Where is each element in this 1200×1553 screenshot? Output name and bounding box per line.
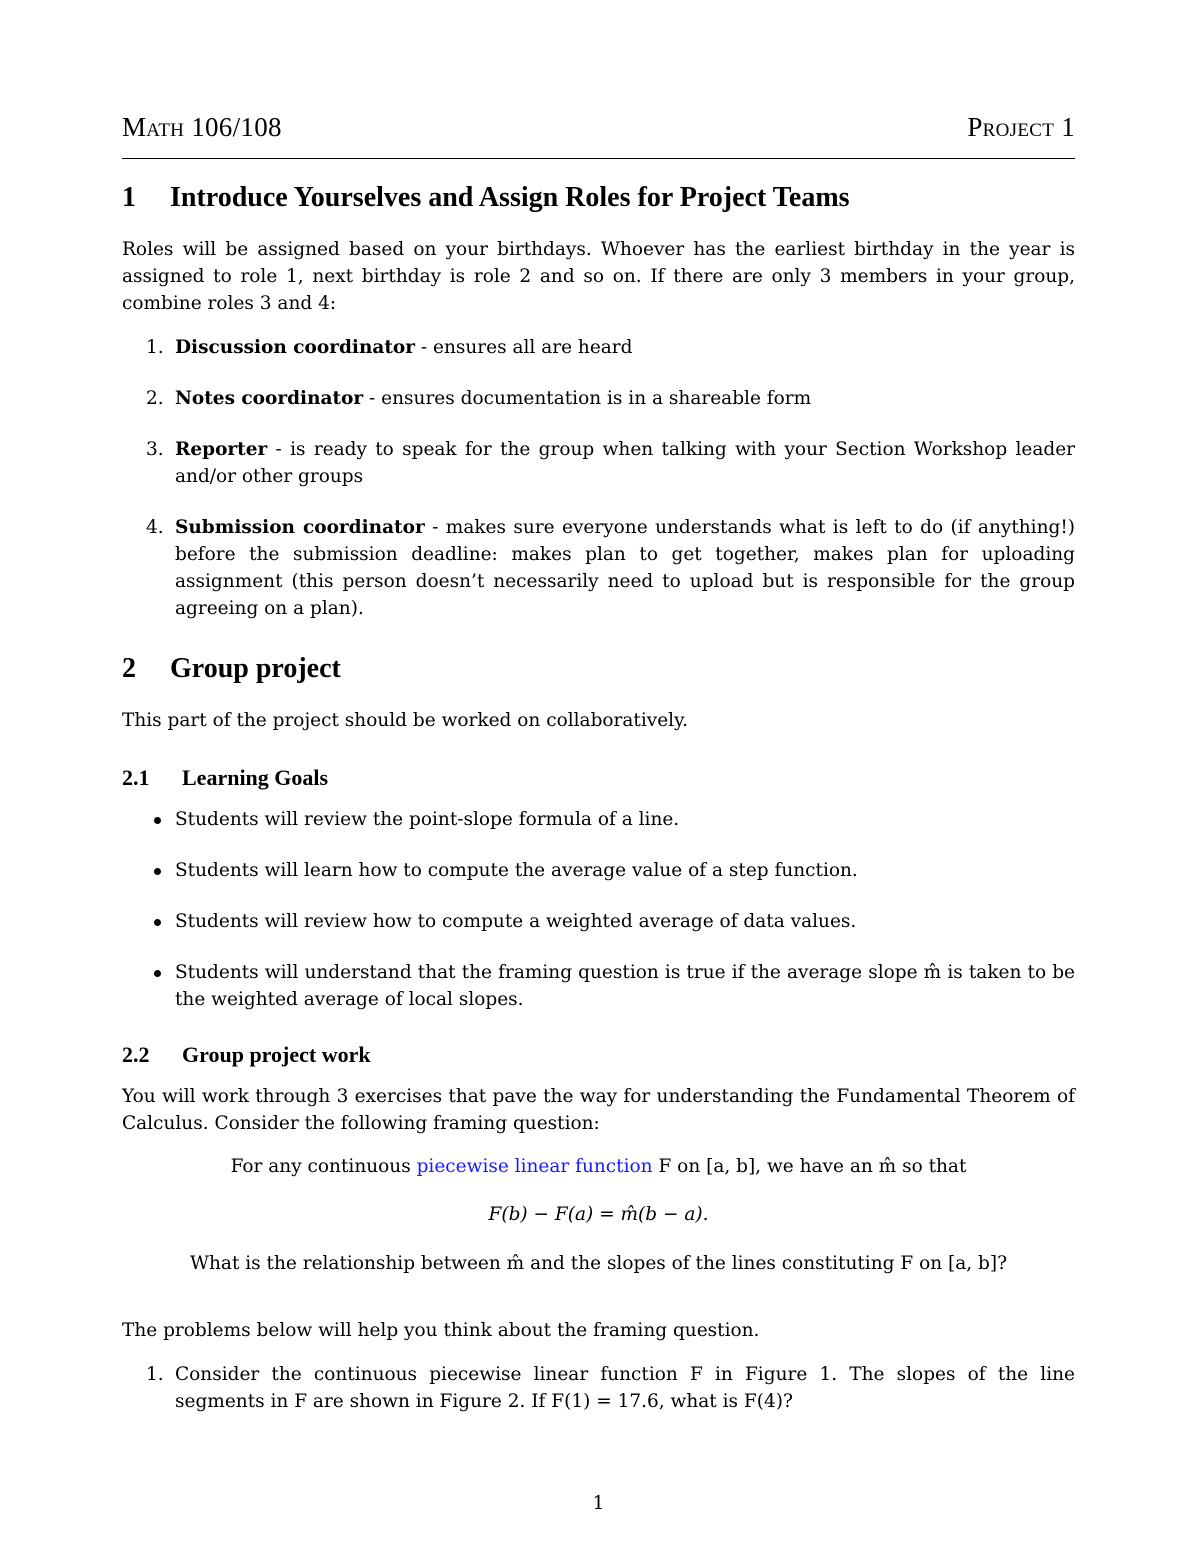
role-description: - ensures documentation is in a shareable form (363, 388, 812, 409)
roles-list (122, 334, 1075, 622)
subsection-number: 2.1 (122, 765, 150, 790)
page-number: 1 (592, 1493, 605, 1514)
list-item (122, 908, 1075, 935)
section-1-heading (122, 184, 850, 211)
framing-text: F on [a, b], we have an m̂ so that (652, 1156, 967, 1177)
bullet-icon (154, 868, 161, 875)
subsection-2-1-heading (122, 764, 328, 791)
problems-intro: The problems below will help you think about the framing question. (122, 1320, 760, 1341)
bullet-icon (154, 970, 161, 977)
section-1-intro: Roles will be assigned based on your birthdays. Whoever has the earliest birthday in the year is assigned to role 1, next birthday is role 2 and so on. If there are only 3 members in your group, combine roles 3 and 4: (122, 239, 1075, 314)
list-item (122, 959, 1075, 1013)
list-item (122, 436, 1075, 490)
subsection-title: Group project work (182, 1042, 371, 1067)
role-name: Reporter (175, 439, 268, 460)
section-2-intro: This part of the project should be worked on collaboratively. (122, 710, 688, 731)
section-number: 1 (122, 182, 136, 213)
list-item (122, 334, 1075, 361)
project-title: Project 1 (967, 112, 1075, 142)
learning-goals-list (122, 806, 1075, 1013)
course-title: Math 106/108 (122, 112, 282, 142)
list-item (122, 857, 1075, 884)
list-marker: 1. (146, 337, 164, 358)
list-marker: 2. (146, 388, 164, 409)
section-2-2-intro: You will work through 3 exercises that pave the way for understanding the Fundamental Theorem of Calculus. Consider the following framing question: (122, 1086, 1075, 1134)
page-header (122, 112, 1075, 159)
list-marker: 3. (146, 439, 164, 460)
list-item (122, 1361, 1075, 1415)
section-2-heading (122, 655, 341, 682)
subsection-title: Learning Goals (182, 765, 329, 790)
section-title: Group project (170, 653, 341, 684)
list-item (122, 806, 1075, 833)
subsection-2-2-heading (122, 1041, 371, 1068)
framing-text: For any continuous (230, 1156, 417, 1177)
framing-statement (122, 1153, 1075, 1180)
problem-text: Consider the continuous piecewise linear function F in Figure 1. The slopes of the line segments in F are shown in Figure 2. If F(1) = 17.6, what is F(4)? (175, 1364, 1075, 1412)
bullet-icon (154, 817, 161, 824)
role-description: - is ready to speak for the group when talking with your Section Workshop leader and/or other groups (175, 439, 1075, 487)
list-item (122, 514, 1075, 622)
list-marker: 4. (146, 517, 164, 538)
goal-text: Students will learn how to compute the average value of a step function. (175, 860, 858, 881)
problems-list (122, 1361, 1075, 1415)
list-item (122, 385, 1075, 412)
section-title: Introduce Yourselves and Assign Roles for Project Teams (170, 182, 850, 213)
framing-equation: F(b) − F(a) = m̂(b − a). (488, 1204, 709, 1225)
goal-text: Students will review the point-slope formula of a line. (175, 809, 680, 830)
goal-text: Students will review how to compute a weighted average of data values. (175, 911, 857, 932)
role-name: Discussion coordinator (175, 337, 416, 358)
piecewise-linear-link[interactable]: piecewise linear function (416, 1156, 653, 1177)
role-name: Submission coordinator (175, 517, 425, 538)
bullet-icon (154, 919, 161, 926)
section-number: 2 (122, 653, 136, 684)
list-marker: 1. (146, 1364, 164, 1385)
subsection-number: 2.2 (122, 1042, 150, 1067)
role-description: - ensures all are heard (415, 337, 633, 358)
framing-question: What is the relationship between m̂ and the slopes of the lines constituting F on [a, b]? (189, 1253, 1008, 1274)
role-description: - makes sure everyone understands what is left to do (if anything!) before the submission deadline: makes plan to get together, makes plan for uploading assignment (this person doesn’t necessarily need to upload but is responsible for the group agreeing on a plan). (175, 517, 1075, 619)
role-name: Notes coordinator (175, 388, 364, 409)
goal-text: Students will understand that the framing question is true if the average slope m̂ is taken to be the weighted average of local slopes. (175, 962, 1075, 1010)
